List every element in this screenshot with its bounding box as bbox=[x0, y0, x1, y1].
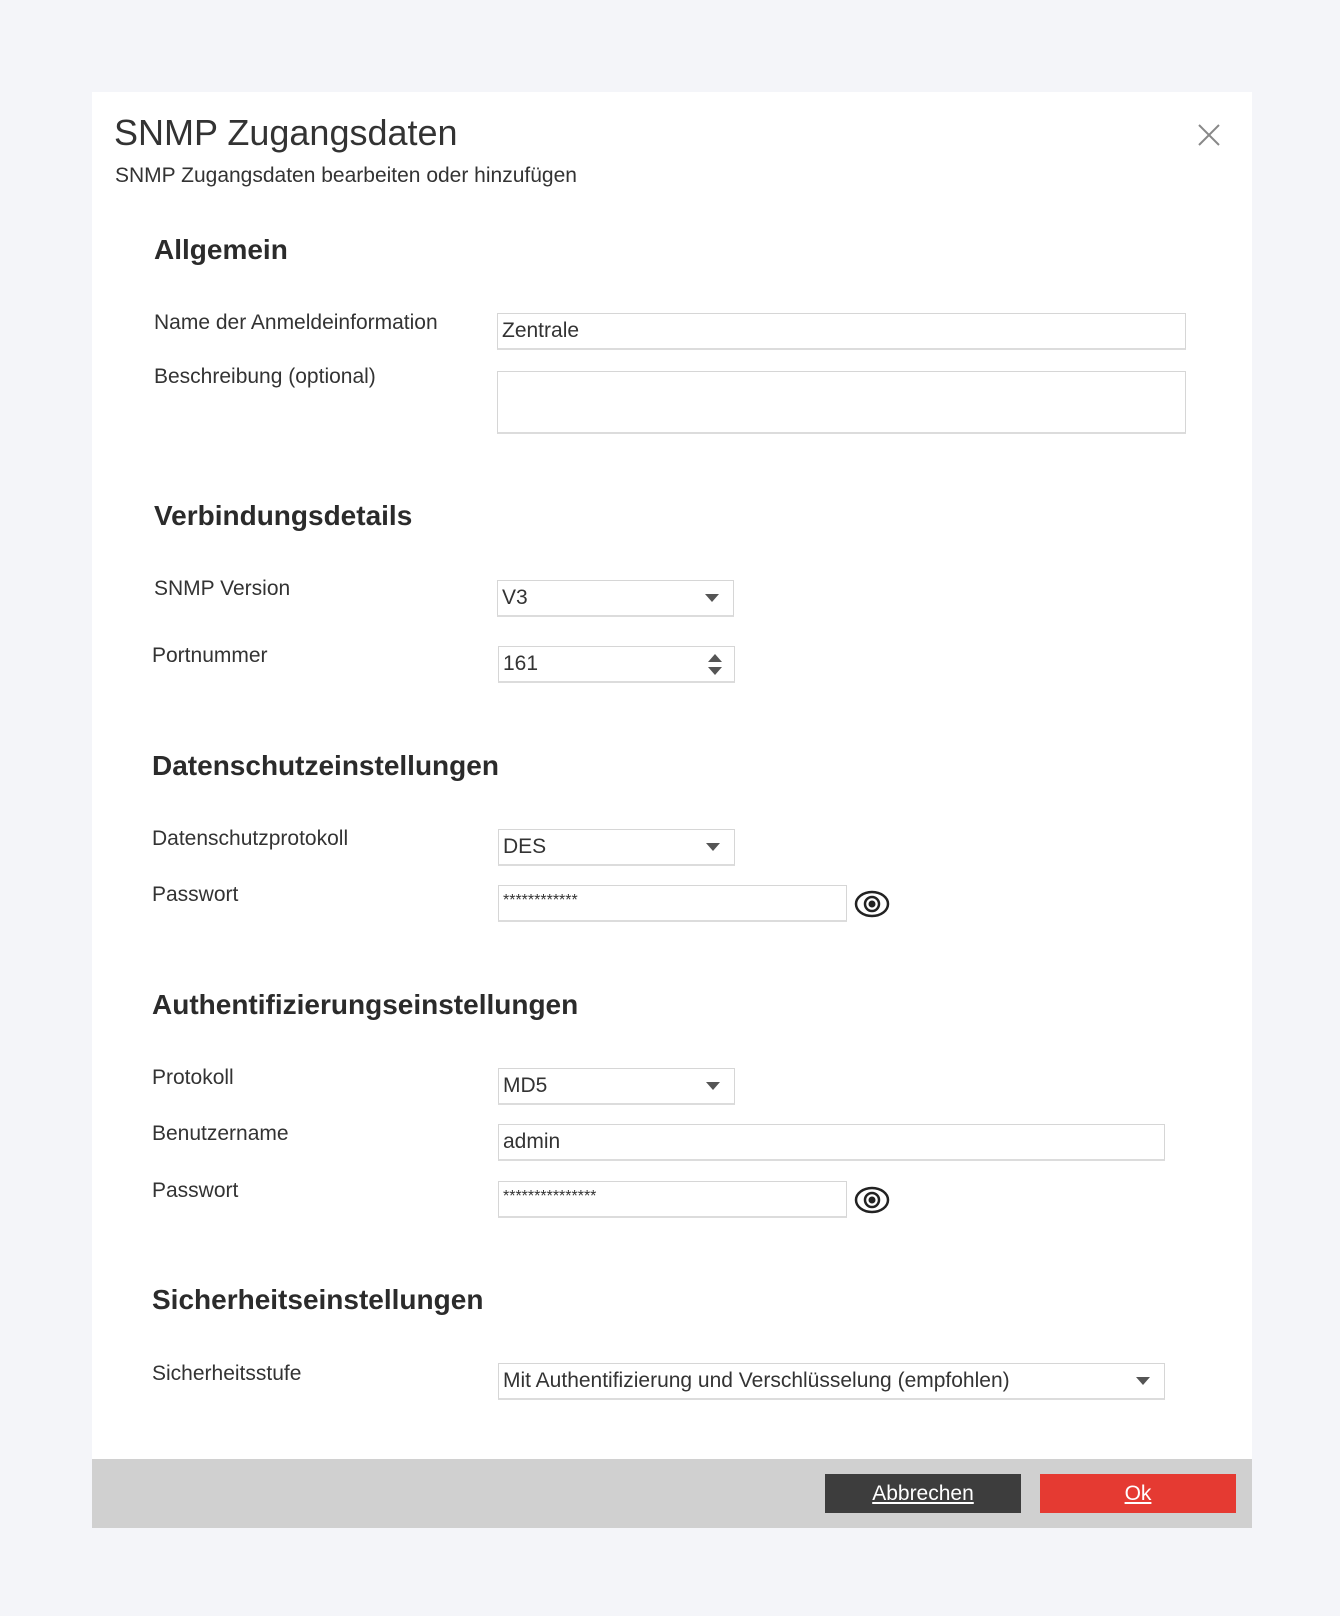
chevron-down-icon bbox=[705, 594, 719, 602]
auth-password-input[interactable]: *************** bbox=[498, 1181, 847, 1218]
close-button[interactable] bbox=[1194, 120, 1224, 150]
username-input[interactable]: admin bbox=[498, 1124, 1165, 1161]
username-label: Benutzername bbox=[152, 1122, 289, 1145]
ok-button[interactable]: Ok bbox=[1040, 1474, 1236, 1513]
privacy-protocol-label: Datenschutzprotokoll bbox=[152, 827, 349, 850]
cancel-button[interactable]: Abbrechen bbox=[825, 1474, 1021, 1513]
description-textarea[interactable] bbox=[497, 371, 1186, 434]
section-heading-auth: Authentifizierungseinstellungen bbox=[152, 989, 579, 1020]
auth-password-label: Passwort bbox=[152, 1179, 239, 1202]
increment-icon[interactable] bbox=[708, 654, 722, 662]
privacy-password-input[interactable]: ************ bbox=[498, 885, 847, 922]
close-icon bbox=[1194, 120, 1224, 150]
privacy-password-label: Passwort bbox=[152, 883, 239, 906]
section-heading-connection: Verbindungsdetails bbox=[154, 500, 413, 531]
privacy-protocol-select[interactable]: DES bbox=[498, 829, 735, 866]
description-label: Beschreibung (optional) bbox=[154, 365, 376, 388]
chevron-down-icon bbox=[706, 1082, 720, 1090]
snmp-credentials-dialog bbox=[92, 92, 1252, 1528]
section-heading-privacy: Datenschutzeinstellungen bbox=[152, 750, 499, 781]
name-input[interactable]: Zentrale bbox=[497, 313, 1186, 350]
snmp-version-select[interactable]: V3 bbox=[497, 580, 734, 617]
auth-protocol-label: Protokoll bbox=[152, 1066, 234, 1089]
show-privacy-password-button[interactable] bbox=[854, 886, 890, 922]
dialog-footer bbox=[92, 1459, 1252, 1528]
eye-icon bbox=[854, 1182, 890, 1218]
chevron-down-icon bbox=[706, 843, 720, 851]
security-level-select[interactable]: Mit Authentifizierung und Verschlüsselung (empfohlen) bbox=[498, 1363, 1165, 1400]
auth-protocol-select[interactable]: MD5 bbox=[498, 1068, 735, 1105]
eye-icon bbox=[854, 886, 890, 922]
chevron-down-icon bbox=[1136, 1377, 1150, 1385]
show-auth-password-button[interactable] bbox=[854, 1182, 890, 1218]
port-stepper[interactable]: 161 bbox=[498, 646, 735, 683]
name-label: Name der Anmeldeinformation bbox=[154, 311, 438, 334]
dialog-title: SNMP Zugangsdaten bbox=[114, 112, 458, 153]
section-heading-general: Allgemein bbox=[154, 234, 288, 265]
port-label: Portnummer bbox=[152, 644, 268, 667]
section-heading-security: Sicherheitseinstellungen bbox=[152, 1284, 484, 1315]
snmp-version-label: SNMP Version bbox=[154, 577, 291, 600]
security-level-label: Sicherheitsstufe bbox=[152, 1362, 302, 1385]
dialog-subtitle: SNMP Zugangsdaten bearbeiten oder hinzufügen bbox=[115, 164, 577, 187]
decrement-icon[interactable] bbox=[708, 667, 722, 675]
